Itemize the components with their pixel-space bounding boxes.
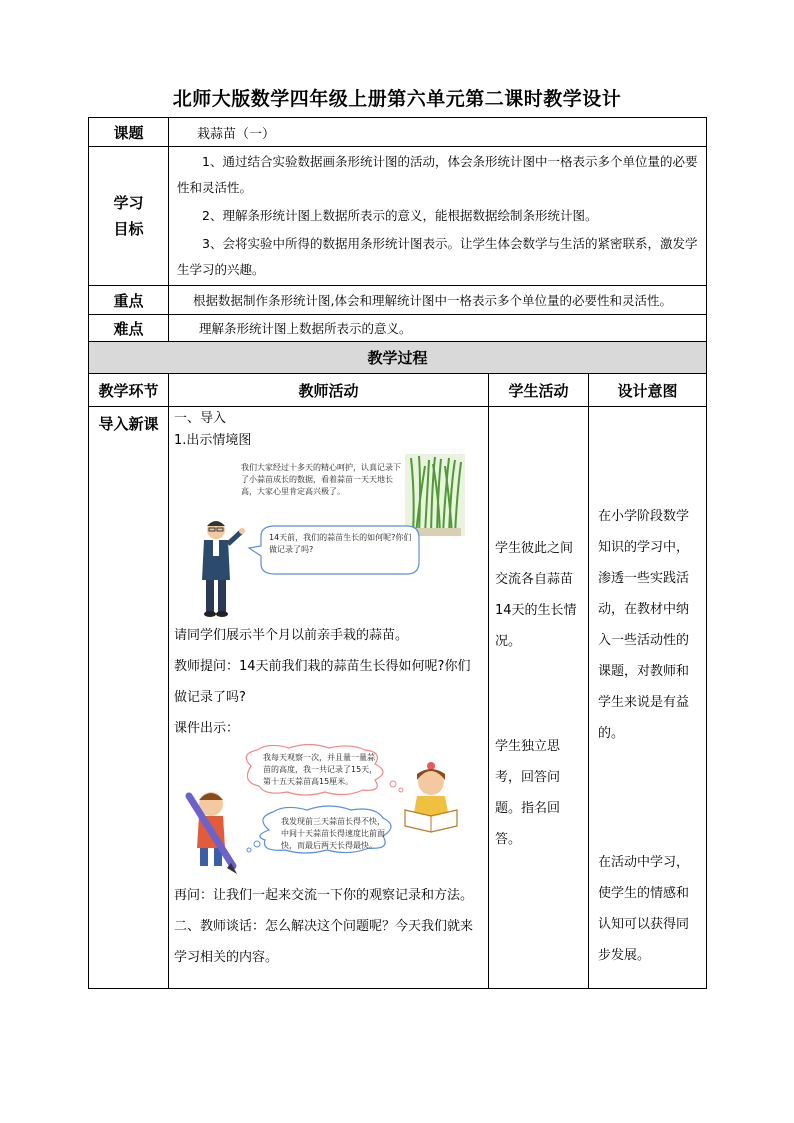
design-intent-2: 在活动中学习，使学生的情感和认知可以获得同步发展。 [598,855,690,963]
boy-with-pencil-icon [189,792,237,874]
col-intent: 设计意图 [589,374,707,407]
lesson-plan-table [88,117,707,989]
process-title: 教学过程 [89,342,707,374]
difficulty-label: 难点 [89,315,169,342]
teacher-line: 教师提问：14天前我们栽的蒜苗生长得如何呢?你们做记录了吗? [174,659,471,705]
objective-3: 3、会将实验中所得的数据用条形统计图表示。让学生体会数学与生活的紧密联系，激发学生学习的兴趣。 [177,236,698,277]
teacher-line: 请同学们展示半个月以前亲手栽的蒜苗。 [174,628,409,643]
scene2-cloud1-text: 我每天观察一次，并且量一量蒜苗的高度，我一共记录了15天，第十五天蒜苗高15厘米。 [263,753,378,786]
scene2-cloud2-text: 我发现前三天蒜苗长得不快，中间十天蒜苗长得速度比前面快，而最后两天长得最快。 [281,817,385,850]
topic-row [89,118,707,147]
student-cell [489,407,589,989]
col-student: 学生活动 [489,374,589,407]
process-title-row [89,342,707,374]
intent-cell [589,407,707,989]
difficulty-row [89,315,707,342]
objectives-label: 学习目标 [89,147,169,286]
objective-2: 2、理解条形统计图上数据所表示的意义，能根据数据绘制条形统计图。 [202,208,598,223]
keypoint-value: 根据数据制作条形统计图,体会和理解统计图中一格表示多个单位量的必要性和灵活性。 [169,286,707,315]
objectives-row [89,147,707,286]
scene2-illustration [169,744,488,880]
topic-value: 栽蒜苗（一） [169,118,707,147]
col-stage: 教学环节 [89,374,169,407]
keypoint-label: 重点 [89,286,169,315]
objectives-content [169,147,707,286]
scene1-bubble-text: 14天前，我们的蒜苗生长的如何呢?你们做记录了吗? [269,533,412,554]
scene1-top-text: 我们大家经过十多天的精心呵护，认真记录下了小蒜苗成长的数据，看着蒜苗一天天地长高，大家心里肯定高兴极了。 [241,463,401,496]
topic-label: 课题 [89,118,169,147]
page-title: 北师大版数学四年级上册第六单元第二课时教学设计 [172,88,622,110]
teacher-figure-icon [202,521,245,617]
teacher-line: 1.出示情境图 [174,433,252,448]
girl-reading-icon [405,762,457,832]
stage-cell: 导入新课 [89,407,169,989]
student-activity-1: 学生彼此之间交流各自蒜苗14天的生长情况。 [495,541,577,649]
teacher-line: 二、教师谈话：怎么解决这个问题呢？今天我们就来学习相关的内容。 [174,919,474,965]
teacher-line: 课件出示： [174,721,240,736]
student-activity-2: 学生独立思考，回答问题。指名回答。 [495,739,561,847]
column-header-row [89,374,707,407]
objective-1: 1、通过结合实验数据画条形统计图的活动，体会条形统计图中一格表示多个单位量的必要性和灵活性。 [177,154,698,195]
teacher-cell [169,407,489,989]
col-teacher: 教师活动 [169,374,489,407]
teacher-line: 一、导入 [174,411,227,426]
design-intent-1: 在小学阶段数学知识的学习中，渗透一些实践活动，在教材中纳入一些活动性的课题，对教师和学生来说是有益的。 [598,509,690,741]
intro-row [89,407,707,989]
difficulty-value: 理解条形统计图上数据所表示的意义。 [169,315,707,342]
teacher-line: 再问：让我们一起来交流一下你的观察记录和方法。 [174,888,474,903]
scene1-illustration [169,452,488,620]
keypoint-row [89,286,707,315]
